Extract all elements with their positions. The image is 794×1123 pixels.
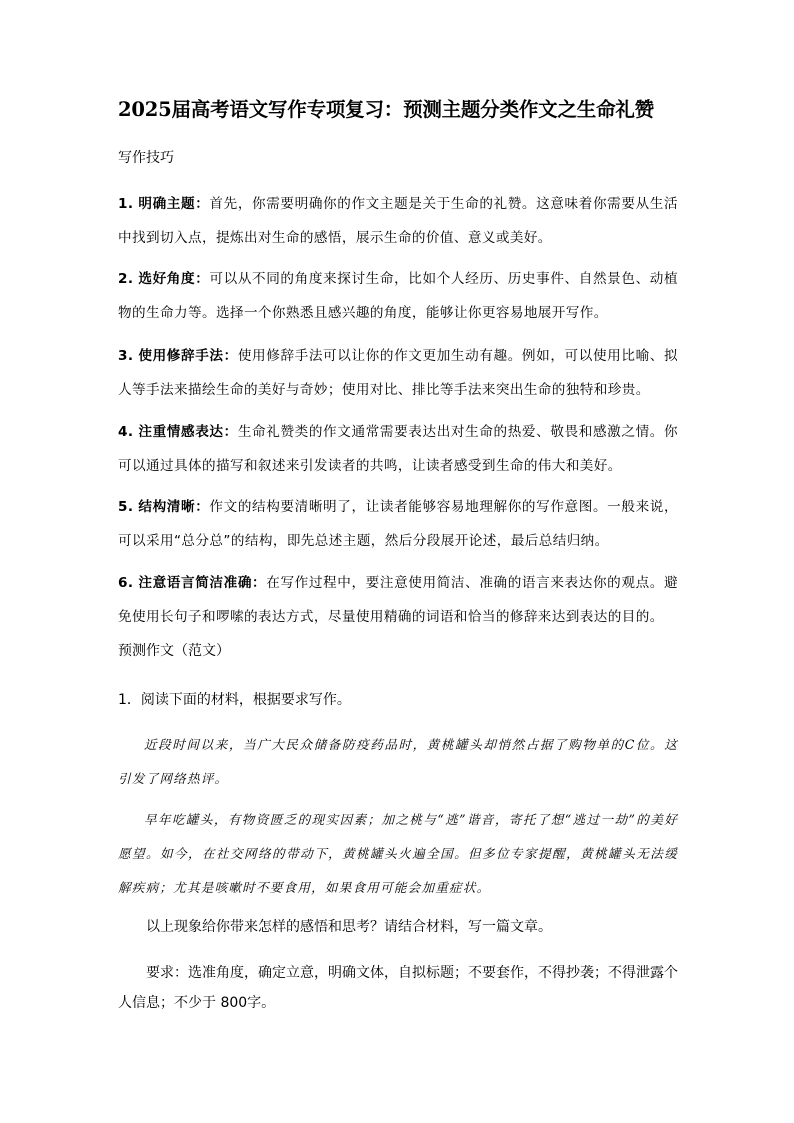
section-heading-skills: 写作技巧 bbox=[118, 150, 174, 166]
tip-heading: 注意语言简洁准确： bbox=[138, 575, 267, 591]
tip-item-1 bbox=[118, 187, 678, 255]
tip-body: 生命礼赞类的作文通常需要表达出对生命的热爱、敬畏和感激之情。你可以通过具体的描写和叙述来引发读者的共鸣，让读者感受到生命的伟大和美好。 bbox=[118, 424, 678, 474]
tip-item-5 bbox=[118, 490, 678, 558]
document-title: 2025届高考语文写作专项复习：预测主题分类作文之生命礼赞 bbox=[118, 98, 654, 121]
tip-body: 使用修辞手法可以让你的作文更加生动有趣。例如，可以使用比喻、拟人等手法来描绘生命的美好与奇妙；使用对比、排比等手法来突出生命的独特和珍贵。 bbox=[118, 348, 678, 398]
tip-number: 4. bbox=[118, 424, 134, 440]
tip-number: 6. bbox=[118, 575, 134, 591]
tip-heading: 使用修辞手法： bbox=[138, 348, 238, 364]
material-paragraph-1: 近段时间以来，当广大民众储备防疫药品时，黄桃罐头却悄然占据了购物单的C位。这引发了网络热评。 bbox=[118, 737, 678, 786]
tip-body: 在写作过程中，要注意使用简洁、准确的语言来表达你的观点。避免使用长句子和啰嗦的表达方式，尽量使用精确的词语和恰当的修辞来达到表达的目的。 bbox=[118, 575, 678, 625]
tip-heading: 选好角度： bbox=[138, 271, 210, 287]
tip-heading: 注重情感表达： bbox=[138, 424, 238, 440]
tip-item-6 bbox=[118, 566, 678, 634]
tip-number: 3. bbox=[118, 348, 134, 364]
tip-item-3 bbox=[118, 339, 678, 407]
writing-requirement: 要求：选准角度，确定立意，明确文体，自拟标题；不要套作，不得抄袭；不得泄露个人信息；不少于 800字。 bbox=[118, 965, 678, 1011]
section-heading-sample: 预测作文（范文） bbox=[118, 643, 230, 659]
tip-item-4 bbox=[118, 415, 678, 483]
tip-heading: 明确主题： bbox=[138, 196, 210, 212]
tip-body: 作文的结构要清晰明了，让读者能够容易地理解你的写作意图。一般来说，可以采用“总分总”的结构，即先总述主题，然后分段展开论述，最后总结归纳。 bbox=[118, 499, 678, 549]
material-paragraph-2: 早年吃罐头，有物资匮乏的现实因素；加之桃与“逃”谐音，寄托了想“逃过一劫”的美好愿望。如今，在社交网络的带动下，黄桃罐头火遍全国。但多位专家提醒，黄桃罐头无法缓解疾病；尤其是咳嗽时不要食用，如果食用可能会加重症状。 bbox=[118, 812, 678, 895]
tip-number: 2. bbox=[118, 271, 134, 287]
tip-heading: 结构清晰： bbox=[138, 499, 210, 515]
tip-body: 首先，你需要明确你的作文主题是关于生命的礼赞。这意味着你需要从生活中找到切入点，提炼出对生命的感悟，展示生命的价值、意义或美好。 bbox=[118, 196, 678, 246]
tip-number: 5. bbox=[118, 499, 134, 515]
tip-item-2 bbox=[118, 262, 678, 330]
writing-question: 以上现象给你带来怎样的感悟和思考？请结合材料，写一篇文章。 bbox=[146, 919, 552, 935]
tip-body: 可以从不同的角度来探讨生命，比如个人经历、历史事件、自然景色、动植物的生命力等。选择一个你熟悉且感兴趣的角度，能够让你更容易地展开写作。 bbox=[118, 271, 678, 321]
tip-number: 1. bbox=[118, 196, 134, 212]
prompt-intro: 1．阅读下面的材料，根据要求写作。 bbox=[118, 692, 351, 708]
